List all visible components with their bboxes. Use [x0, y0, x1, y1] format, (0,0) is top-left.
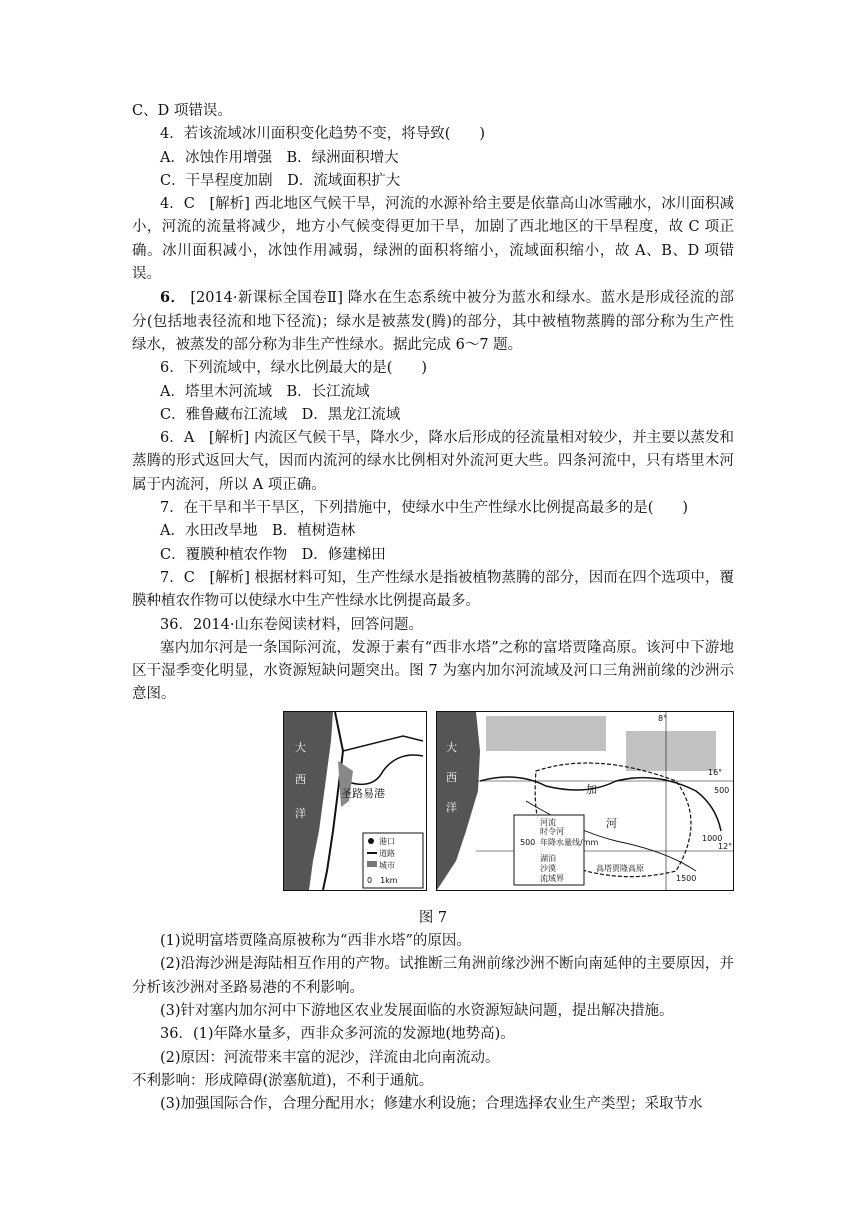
option-line: A．水田改旱地 B．植树造林 [160, 523, 356, 540]
isoline-label: 500 [714, 785, 730, 795]
isoline-label: 1500 [676, 873, 697, 883]
option-line: C．雅鲁藏布江流域 D．黑龙江流域 [160, 406, 401, 423]
figure-7 [132, 711, 734, 905]
river-label: 河 [606, 816, 617, 830]
material-text: [2014·新课标全国卷Ⅱ] 降水在生态系统中被分为蓝水和绿水。蓝水是形成径流的部分(包括地表径流和地下径流)；绿水是被蒸发(腾)的部分，其中被植物蒸腾的部分称为生产性绿水，被蒸发的部分称为非生产性绿水。据此完成 6～7 题。 [132, 290, 735, 353]
option-line: A．塔里木河流域 B．长江流域 [160, 383, 370, 400]
river-label: 加 [586, 782, 597, 796]
port-icon [368, 838, 374, 844]
port-label: 圣路易港 [341, 786, 385, 800]
question-6: 6．下列流域中，绿水比例最大的是( ) [160, 360, 428, 377]
lat-label: 16° [708, 767, 723, 777]
legend-item: 年降水量线/mm [540, 837, 599, 847]
material-6 [132, 286, 734, 357]
option-line: C．干旱程度加剧 D．流域面积扩大 [160, 172, 401, 189]
answer-line: (3)加强国际合作，合理分配用水；修建水利设施；合理选择农业生产类型；采取节水 [160, 1096, 703, 1113]
sub-question: (3)针对塞内加尔河中下游地区农业发展面临的水资源短缺问题，提出解决措施。 [160, 1002, 674, 1019]
ocean-label: 洋 [295, 806, 306, 820]
lat-label: 12° [718, 841, 733, 851]
legend-item: 湖泊 [540, 853, 556, 863]
answer-4: 4．C [解析] 西北地区气候干旱，河流的水源补给主要是依靠高山冰雪融水，冰川面积减小，河流的流量将减少，地方小气候变得更加干旱，加剧了西北地区的干旱程度，故 C 项正确。冰川面积减小，冰蚀作用减弱，绿洲的面积将缩小，流域面积缩小，故 A、B、D 项错误。 [132, 196, 734, 283]
answer-6: 6．A [解析] 内流区气候干旱，降水少，降水后形成的径流量相对较少，并主要以蒸发和蒸腾的形式返回大气，因而内流河的绿水比例相对外流河更大些。四条河流中，只有塔里木河属于内流河，所以 A 项正确。 [132, 430, 734, 493]
isoline-label: 1000 [702, 833, 723, 843]
question-7: 7．在干旱和半干旱区，下列措施中，使绿水中生产性绿水比例提高最多的是( ) [160, 500, 689, 517]
figure-caption: 图 7 [418, 909, 448, 926]
text-line: C、D 项错误。 [132, 103, 232, 119]
ocean-label: 西 [446, 770, 457, 784]
scale-label: 0 1km [367, 875, 398, 885]
highland-label: 高塔贾隆高原 [596, 863, 644, 873]
answer-line: (2)原因：河流带来丰富的泥沙，洋流由北向南流动。 [160, 1049, 500, 1066]
map-left [283, 711, 427, 891]
answer-7: 7．C [解析] 根据材料可知，生产性绿水是指被植物蒸腾的部分，因而在四个选项中，覆膜种植农作物可以使绿水中生产性绿水比例提高最多。 [132, 569, 734, 610]
answer-line: 不利影响：形成障碍(淤塞航道)，不利于通航。 [132, 1072, 434, 1089]
legend-iso-value: 500 [520, 837, 536, 847]
material-36: 塞内加尔河是一条国际河流，发源于素有“西非水塔”之称的富塔贾隆高原。该河中下游地区干湿季变化明显，水资源短缺问题突出。图 7 为塞内加尔河流域及河口三角洲前缘的沙洲示意图。 [132, 639, 734, 703]
ocean-label: 西 [295, 772, 306, 786]
ocean-label: 大 [295, 740, 306, 754]
legend-item: 流域界 [540, 873, 564, 883]
question-36: 36．2014·山东卷阅读材料，回答问题。 [160, 616, 423, 633]
legend-item: 河流 [540, 817, 556, 827]
document-page [132, 100, 734, 1116]
material-number: 6． [160, 289, 186, 307]
lon-label: 8° [658, 713, 668, 723]
city-icon [367, 861, 377, 867]
legend-item: 道路 [379, 848, 395, 858]
legend-item: 港口 [379, 836, 395, 846]
question-4: 4．若该流域冰川面积变化趋势不变，将导致( ) [160, 126, 486, 143]
option-line: C．覆膜种植农作物 D．修建梯田 [160, 546, 386, 563]
map-right [436, 711, 734, 891]
legend-item: 城市 [379, 860, 395, 870]
answer-36: 36．(1)年降水量多，西非众多河流的发源地(地势高)。 [160, 1026, 515, 1043]
ocean-label: 洋 [446, 800, 457, 814]
legend-item: 时令河 [540, 826, 564, 836]
legend-item: 沙漠 [540, 863, 556, 873]
ocean-label: 大 [446, 740, 457, 754]
sub-question: (1)说明富塔贾隆高原被称为“西非水塔”的原因。 [160, 933, 471, 950]
option-line: A．冰蚀作用增强 B．绿洲面积增大 [160, 149, 399, 166]
sub-question: (2)沿海沙洲是海陆相互作用的产物。试推断三角洲前缘沙洲不断向南延伸的主要原因，并分析该沙洲对圣路易港的不利影响。 [132, 956, 734, 996]
